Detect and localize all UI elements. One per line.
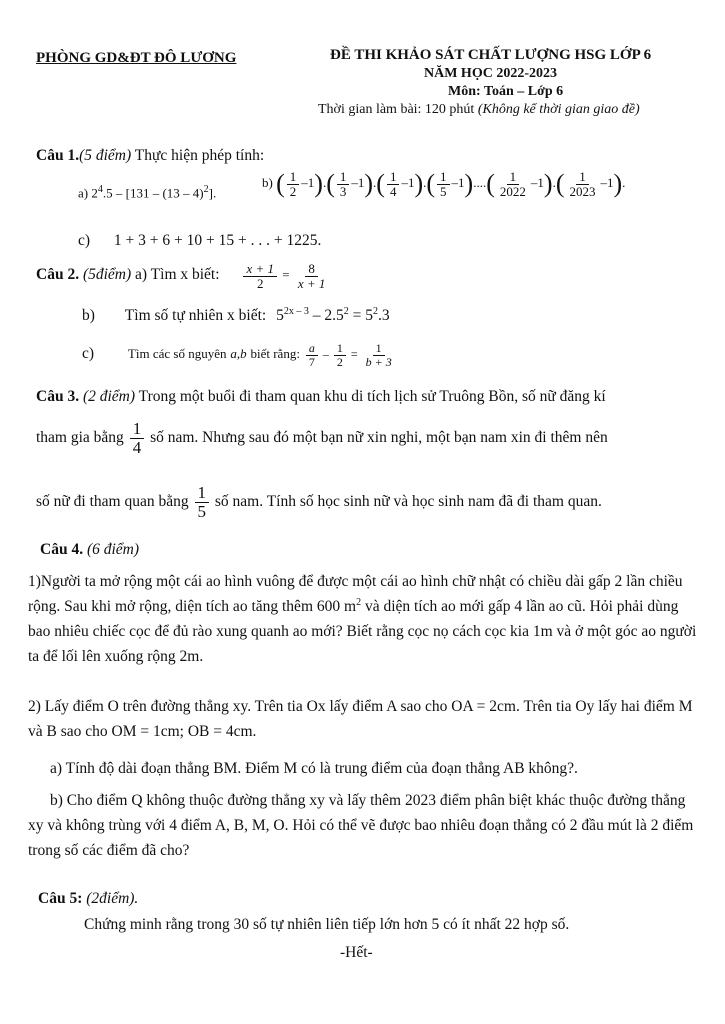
department-text: PHÒNG GD&ĐT ĐÔ LƯƠNG (36, 50, 237, 66)
time-text: Thời gian làm bài: 120 phút (318, 102, 475, 117)
q1-b-label: b) (262, 175, 273, 191)
q1-b-num: 1 (387, 170, 400, 185)
q3-line2 (36, 420, 608, 457)
q2-b-eq: = 5 (352, 307, 373, 325)
q1-b-minus: –1 (301, 175, 315, 191)
q5-points: (2điểm). (86, 890, 139, 907)
q2-points: (5điểm) (82, 266, 132, 284)
q3-frac2 (195, 484, 210, 521)
q3-frac1-num: 1 (130, 420, 145, 439)
q2-a-eq: = (282, 267, 290, 283)
q1-label: Câu 1. (36, 147, 80, 164)
q1-b-den: 2 (289, 183, 297, 199)
q1-b-frac (337, 170, 350, 198)
q2-a-num2: 8 (305, 262, 318, 277)
q1-b-rparen: ) (414, 169, 424, 199)
q2-c-vars: a,b (230, 345, 247, 361)
q1-b-den: 2022 (499, 183, 526, 199)
q5-label: Câu 5: (38, 890, 83, 907)
q2-c-equation (304, 341, 397, 369)
q1-a-exp-1: 4 (97, 184, 103, 195)
q2-c-prompt2: biết rằng: (250, 345, 300, 361)
q2-b-end: .3 (377, 307, 390, 325)
q1-b-dots: .... (473, 175, 487, 191)
q2-a-frac2 (295, 262, 329, 290)
department-name (36, 50, 236, 67)
q2-b-mid: – 2.5 (312, 307, 344, 325)
time-line (318, 102, 640, 118)
q1-a-expr-2: .5 – [131 – (13 – 4) (102, 185, 204, 201)
q4-part1 (28, 570, 698, 669)
q1-points: (5 điểm) (79, 147, 132, 164)
q2-b-prompt: Tìm số tự nhiên x biết: (124, 307, 267, 325)
q2-a-den1: 2 (256, 275, 264, 291)
exam-title: ĐỀ THI KHẢO SÁT CHẤT LƯỢNG HSG LỚP 6 (330, 47, 652, 63)
school-year: NĂM HỌC 2022-2023 (424, 66, 557, 81)
q2-c-num3: 1 (373, 342, 385, 356)
q2-c-den3: b + 3 (365, 354, 392, 369)
q2-c-eq: = (350, 346, 358, 361)
q3-text2b: số nam. Nhưng sau đó một bạn nữ xin nghi, một bạn nam xin đi thêm nên (150, 428, 608, 446)
q2-c-minus: – (322, 346, 329, 361)
q1-b-dot: . (423, 175, 427, 191)
q1-a-expr-1: 2 (91, 185, 98, 201)
q1-b-product (276, 169, 626, 199)
q1-b-num: 1 (507, 170, 520, 185)
time-note: (Không kể thời gian giao đề) (477, 102, 640, 117)
q1-b-den: 3 (339, 183, 347, 199)
q1-b-lparen: ( (555, 169, 565, 199)
q2-a-frac1 (243, 262, 277, 290)
q3-text1: Trong một buổi đi tham quan khu di tích lịch sử Truông Bồn, số nữ đăng kí (138, 388, 606, 405)
q4-part2a: a) Tính độ dài đoạn thẳng BM. Điểm M có là trung điểm của đoạn thẳng AB không?. (50, 760, 578, 777)
q3-text3a: số nữ đi tham quan bằng (36, 492, 189, 510)
q4-label: Câu 4. (40, 541, 84, 558)
q1-b-num: 1 (437, 170, 450, 185)
q2-c-frac3 (363, 342, 395, 368)
q2-c-num1: a (306, 342, 318, 356)
q2-b-label: b) (82, 307, 95, 325)
q4-p1-a: 1)Người ta mở rộng một cái ao hình vuông để được một cái ao hình chữ nhật có chiều dài gấp 2 lần chiều rộng. Sau khi mở rộng, diện tích ao tăng thêm 600 m (28, 573, 683, 615)
q1-b-den: 4 (389, 183, 397, 199)
q1-b-frac (387, 170, 400, 198)
subject-line: Môn: Toán – Lớp 6 (448, 84, 564, 99)
q1-b-frac (497, 170, 529, 198)
q1-b-rparen: ) (314, 169, 323, 199)
q3-points: (2 điểm) (82, 388, 136, 405)
q2-b-exp2: 2 (343, 306, 349, 317)
q1-b-num: 1 (287, 170, 300, 185)
q4-heading (40, 541, 139, 559)
q1-b-end: . (622, 175, 626, 191)
q1-a-expr-3: ]. (208, 185, 217, 201)
q2-c-frac2 (334, 342, 346, 368)
q3-text3b: số nam. Tính số học sinh nữ và học sinh nam đã đi tham quan. (214, 492, 602, 510)
q2-a-num1: x + 1 (243, 262, 277, 277)
q1-c-label: c) (78, 232, 91, 249)
q1-prompt: Thực hiện phép tính: (134, 147, 265, 164)
q2-c-den1: 7 (308, 354, 315, 369)
q1-b-lparen: ( (326, 169, 335, 199)
q3-frac2-den: 5 (197, 501, 206, 521)
q3-line3 (36, 484, 602, 521)
q1-b-lparen: ( (426, 169, 436, 199)
q1-b-frac (437, 170, 450, 198)
q2-heading (36, 262, 330, 290)
q2-a-prompt: a) Tìm x biết: (135, 266, 220, 284)
end-mark: -Hết- (340, 944, 373, 961)
q1-b-dot: . (552, 175, 556, 191)
q3-line1 (36, 388, 606, 406)
q2-c (82, 342, 397, 368)
q2-c-den2: 2 (336, 354, 343, 369)
q1-b-minus: –1 (351, 175, 365, 191)
q2-b-exp1: 2x – 3 (283, 306, 309, 317)
q3-frac2-num: 1 (195, 484, 210, 503)
q1-b-lparen: ( (486, 169, 495, 199)
q1-b-minus: –1 (451, 175, 465, 191)
q5-text: Chứng minh rằng trong 30 số tự nhiên liên tiếp lớn hơn 5 có ít nhất 22 hợp số. (84, 916, 570, 933)
q1-b-minus: –1 (530, 175, 544, 191)
q1-b-rparen: ) (464, 169, 474, 199)
q3-label: Câu 3. (36, 388, 80, 405)
q1-b-lparen: ( (276, 169, 285, 199)
q5-heading (38, 890, 138, 908)
q2-b-equation (276, 307, 390, 324)
q3-frac1 (130, 420, 145, 457)
q2-c-prompt: Tìm các số nguyên (127, 345, 227, 361)
q1-b-num: 1 (337, 170, 350, 185)
q1-b-minus: –1 (401, 175, 415, 191)
q1-b-rparen: ) (543, 169, 553, 199)
q4-points: (6 điểm) (86, 541, 140, 558)
q2-b-base1: 5 (276, 307, 284, 325)
q1-a-label: a) (78, 185, 89, 201)
q1-b-den: 5 (440, 183, 447, 199)
q2-label: Câu 2. (36, 266, 80, 284)
q4-part2b: b) Cho điểm Q không thuộc đường thẳng xy và lấy thêm 2023 điểm phân biệt khác thuộc đường thẳng xy và không trùng với 4 điểm A, B, M, O. Hỏi có thể vẽ được bao nhiêu đoạn thẳng có 2 đầu mút là 2 điểm trong số các điểm đã cho? (28, 792, 694, 859)
q1-b (262, 170, 625, 198)
q1-c (78, 232, 321, 250)
q4-part2: 2) Lấy điểm O trên đường thẳng xy. Trên tia Ox lấy điểm A sao cho OA = 2cm. Trên tia Oy lấy hai điểm M và B sao cho OM = 1cm; OB = 4cm. (28, 698, 693, 740)
q1-heading (36, 147, 264, 165)
q2-b-exp3: 2 (372, 306, 378, 317)
q3-text2a: tham gia bằng (36, 428, 124, 446)
q2-c-frac1 (306, 342, 318, 368)
q1-b-dot: . (322, 175, 327, 191)
q1-a (78, 184, 216, 201)
q1-b-frac (566, 170, 598, 198)
q2-a-equation (241, 261, 330, 291)
q1-b-dot: . (373, 175, 377, 191)
q4-p1-b: và diện tích ao mới gấp 4 lần ao cũ. Hỏi phải dùng bao nhiêu chiếc cọc để đủ rào xung quanh ao mới? Biết rằng cọc nọ cách cọc kia 1m và ở một góc ao người ta để lối lên xuống rộng 2m. (28, 597, 697, 665)
q2-c-num2: 1 (334, 342, 346, 356)
q3-frac1-den: 4 (132, 437, 142, 457)
q2-a-den2: x + 1 (297, 275, 326, 291)
q1-a-exp-2: 2 (203, 184, 209, 195)
q1-c-expr: 1 + 3 + 6 + 10 + 15 + . . . + 1225. (113, 232, 322, 249)
q1-b-den: 2023 (569, 183, 596, 199)
q4-p1-sup: 2 (356, 596, 362, 608)
q1-b-minus: –1 (600, 175, 614, 191)
q1-b-rparen: ) (364, 169, 374, 199)
q2-c-label: c) (82, 344, 95, 362)
q1-b-frac (287, 170, 300, 198)
q1-b-rparen: ) (613, 169, 623, 199)
q1-b-lparen: ( (376, 169, 385, 199)
q1-b-num: 1 (576, 170, 589, 185)
q2-b (82, 306, 390, 325)
